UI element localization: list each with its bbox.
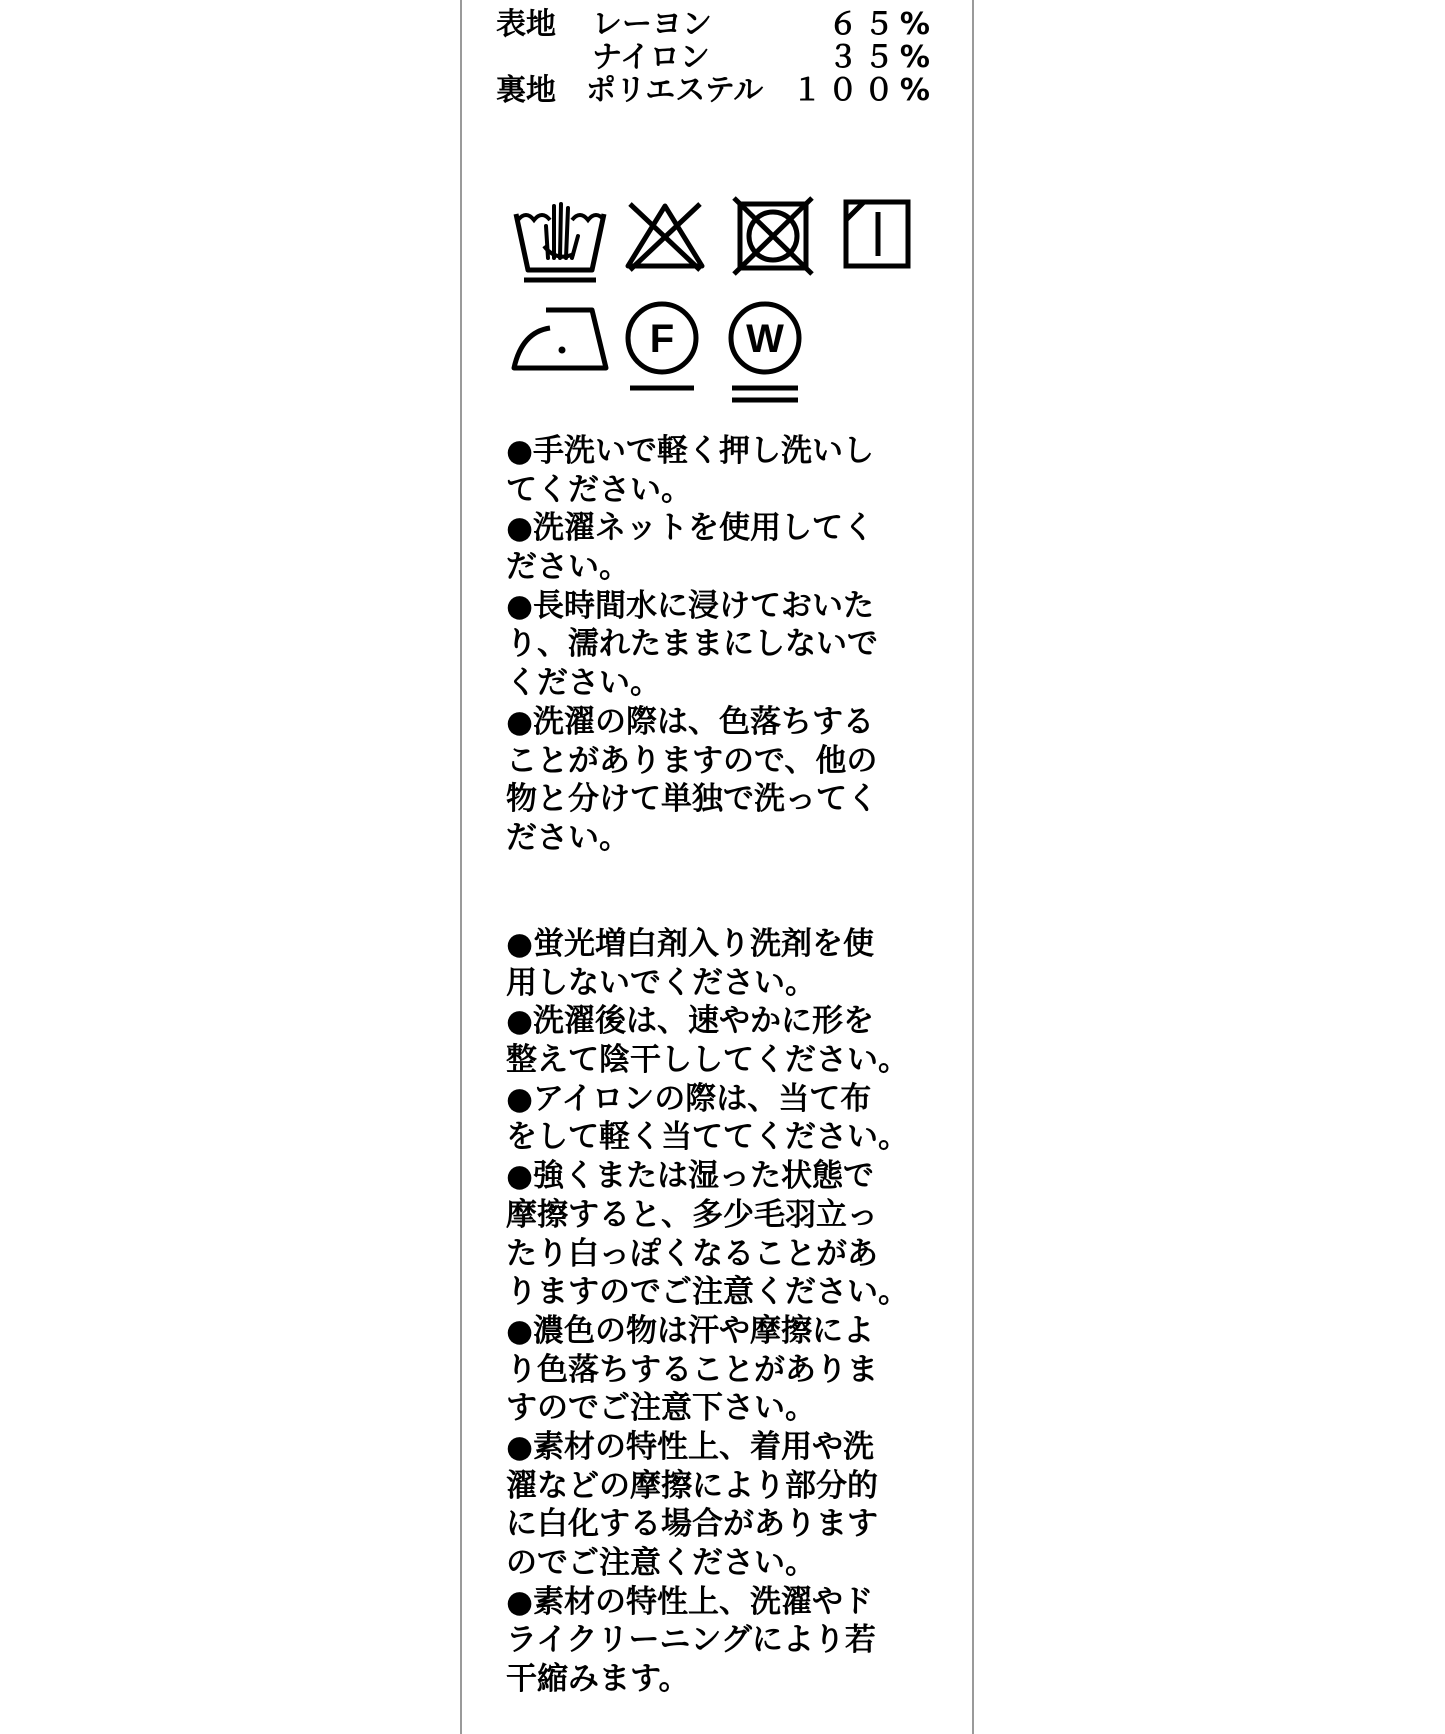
care-note-line: てください。 <box>506 471 692 508</box>
care-note-line: 用しないでください。 <box>506 964 816 1001</box>
dry-clean-letter: F <box>649 317 675 361</box>
care-note-line: をして軽く当ててください。 <box>506 1119 909 1156</box>
hand-wash-40-icon <box>510 196 610 284</box>
care-note-line: 整えて陰干ししてください。 <box>506 1042 909 1079</box>
composition-percent: ３５% <box>827 40 936 75</box>
care-note-line: ださい。 <box>506 819 630 856</box>
care-note-line: ださい。 <box>506 549 630 586</box>
care-note-line: り、濡れたままにしないで <box>506 626 878 663</box>
composition-row <box>496 74 936 107</box>
care-note-line: ください。 <box>506 665 661 702</box>
care-note-line: ●素材の特性上、洗濯やド <box>506 1583 874 1620</box>
care-note-line: り色落ちすることがありま <box>506 1351 878 1388</box>
care-note-line: のでご注意ください。 <box>506 1545 816 1581</box>
care-symbols <box>510 196 930 406</box>
line-dry-shade-icon <box>842 198 914 272</box>
composition-material: レーヨン <box>592 7 712 42</box>
no-tumble-dry-icon <box>730 196 816 276</box>
iron-low-icon <box>510 304 610 374</box>
care-note-line: ●素材の特性上、着用や洗 <box>506 1428 875 1465</box>
care-note-line: 物と分けて単独で洗ってく <box>506 781 878 818</box>
care-note-line: ●洗濯の際は、色落ちする <box>506 703 875 740</box>
composition-material: ポリエステル <box>585 73 764 108</box>
care-note-line: 干縮みます。 <box>506 1661 690 1698</box>
composition-material: ナイロン <box>592 40 710 75</box>
composition-part: 表地 <box>496 7 556 42</box>
composition-percent: １００% <box>791 73 936 108</box>
care-notes-group-1 <box>506 432 946 858</box>
composition-part: 裏地 <box>496 73 556 108</box>
wet-clean-letter: W <box>746 317 784 361</box>
care-note-line: 濯などの摩擦により部分的 <box>506 1467 878 1504</box>
care-note-line: ●蛍光増白剤入り洗剤を使 <box>506 926 875 962</box>
care-note-line: ●強くまたは湿った状態で <box>506 1158 875 1195</box>
care-note-line: ことがありますので、他の <box>506 742 878 779</box>
no-bleach-icon <box>622 200 708 272</box>
composition-part <box>496 41 592 74</box>
care-note-line: ●洗濯後は、速やかに形を <box>506 1003 875 1040</box>
care-note-line: 摩擦すると、多少毛羽立っ <box>506 1196 878 1233</box>
wet-clean-w-very-gentle-icon <box>724 300 806 406</box>
care-note-line: ●手洗いで軽く押し洗いし <box>506 433 875 469</box>
care-note-line: すのでご注意下さい。 <box>506 1390 816 1427</box>
care-note-line: に白化する場合があります <box>506 1506 878 1543</box>
care-notes-group-2 <box>506 925 946 1699</box>
care-label <box>460 0 974 1734</box>
composition-row <box>496 41 936 74</box>
care-note-line: ●濃色の物は汗や摩擦によ <box>506 1312 875 1349</box>
composition-row <box>496 8 936 41</box>
care-note-line: たり白っぽくなることがあ <box>506 1235 878 1272</box>
care-note-line: ライクリーニングにより若 <box>506 1622 876 1659</box>
care-note-line: ●アイロンの際は、当て布 <box>506 1080 872 1117</box>
care-note-line: りますのでご注意ください。 <box>506 1274 909 1311</box>
dry-clean-f-gentle-icon <box>622 300 702 396</box>
fabric-composition <box>496 8 936 107</box>
care-note-line: ●洗濯ネットを使用してく <box>506 510 875 547</box>
care-note-line: ●長時間水に浸けておいた <box>506 587 875 624</box>
composition-percent: ６５% <box>827 7 936 42</box>
